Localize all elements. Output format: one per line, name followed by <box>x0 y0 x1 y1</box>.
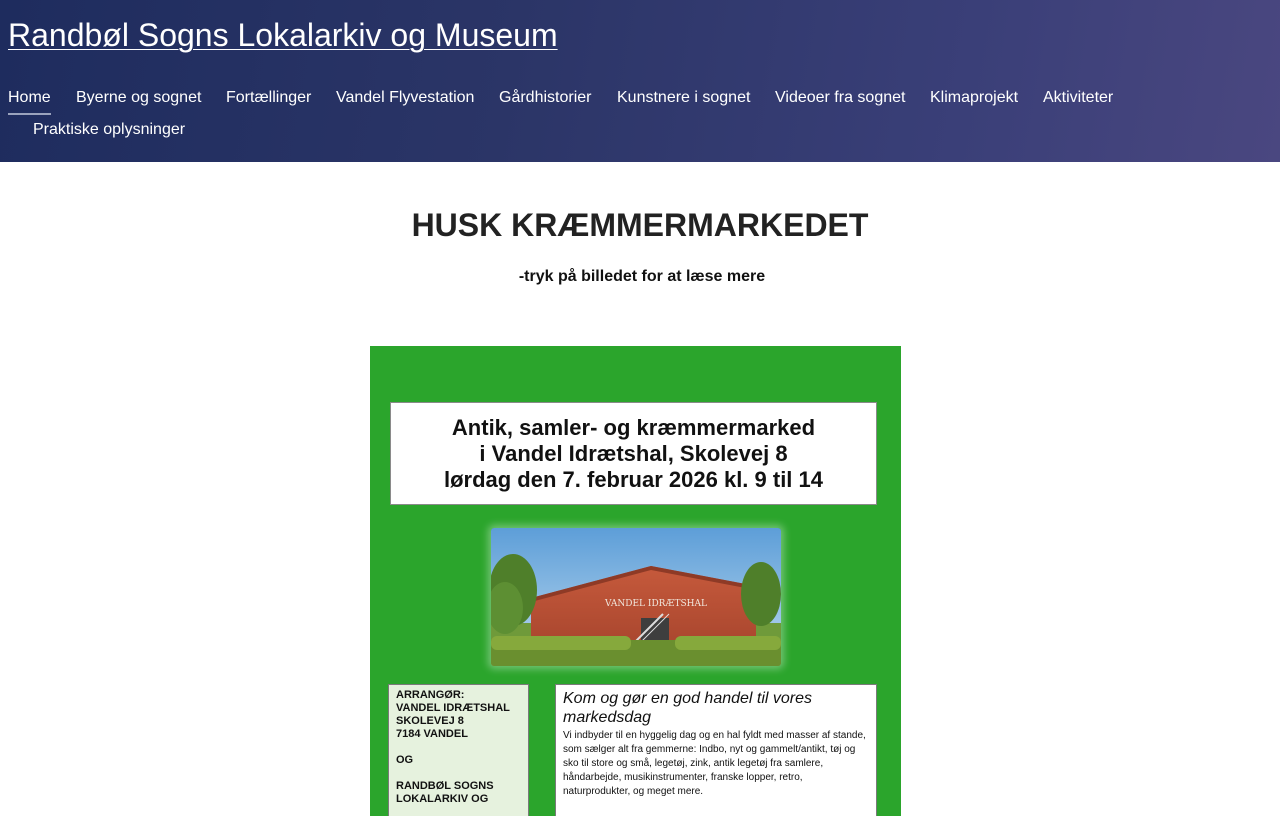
market-poster-link[interactable] <box>370 346 901 816</box>
invitation-box <box>555 684 877 816</box>
organizer-line: LOKALARKIV OG <box>396 793 489 805</box>
nav-item-fortaellinger[interactable]: Fortællinger <box>226 89 312 106</box>
poster-banner-line: i Vandel Idrætshal, Skolevej 8 <box>479 440 788 466</box>
photo-sign-text: VANDEL IDRÆTSHAL <box>605 599 707 609</box>
nav-item-aktiviteter[interactable]: Aktiviteter <box>1043 89 1114 106</box>
nav-item-home[interactable]: Home <box>8 89 51 106</box>
poster-banner <box>390 402 877 505</box>
organizer-line: ARRANGØR: <box>396 689 465 701</box>
organizer-line: RANDBØL SOGNS <box>396 780 494 792</box>
page-subheading: -tryk på billedet for at læse mere <box>518 268 766 285</box>
invitation-headline: Kom og gør en god handel til vores markedsdag <box>563 690 813 726</box>
nav-item-kunstnere-i-sognet[interactable]: Kunstnere i sognet <box>617 89 751 106</box>
nav-item-klimaprojekt[interactable]: Klimaprojekt <box>930 89 1019 106</box>
site-title-link[interactable]: Randbøl Sogns Lokalarkiv og Museum <box>8 17 558 53</box>
organizer-line: VANDEL IDRÆTSHAL <box>396 702 510 714</box>
nav-item-videoer-fra-sognet[interactable]: Videoer fra sognet <box>775 89 906 106</box>
organizer-box <box>388 684 529 816</box>
organizer-line: OG <box>396 754 414 766</box>
sports-hall-photo <box>491 528 781 666</box>
site-header <box>0 0 1280 162</box>
invitation-body: Vi indbyder til en hyggelig dag og en hal fyldt med masser af stande, som sælger alt fra gemmerne: Indbo, nyt og gammelt/antikt, tøj og sko til store og små, legetøj, zink, antik legetøj fra samlere, håndarbejde, musikinstrumenter, franske lopper, retro, naturprodukter, og meget mere. <box>563 730 866 797</box>
nav-item-vandel-flyvestation[interactable]: Vandel Flyvestation <box>336 89 475 106</box>
nav-item-praktiske-oplysninger[interactable]: Praktiske oplysninger <box>33 121 186 138</box>
nav-item-gaardhistorier[interactable]: Gårdhistorier <box>499 89 592 106</box>
poster-banner-line: Antik, samler- og kræmmermarked <box>451 414 816 440</box>
organizer-line: 7184 VANDEL <box>396 728 468 740</box>
poster-banner-line: lørdag den 7. februar 2026 kl. 9 til 14 <box>443 466 824 492</box>
page-heading: HUSK KRÆMMERMARKEDET <box>411 207 869 243</box>
nav-item-byerne-og-sognet[interactable]: Byerne og sognet <box>76 89 202 106</box>
organizer-line: SKOLEVEJ 8 <box>396 715 464 727</box>
